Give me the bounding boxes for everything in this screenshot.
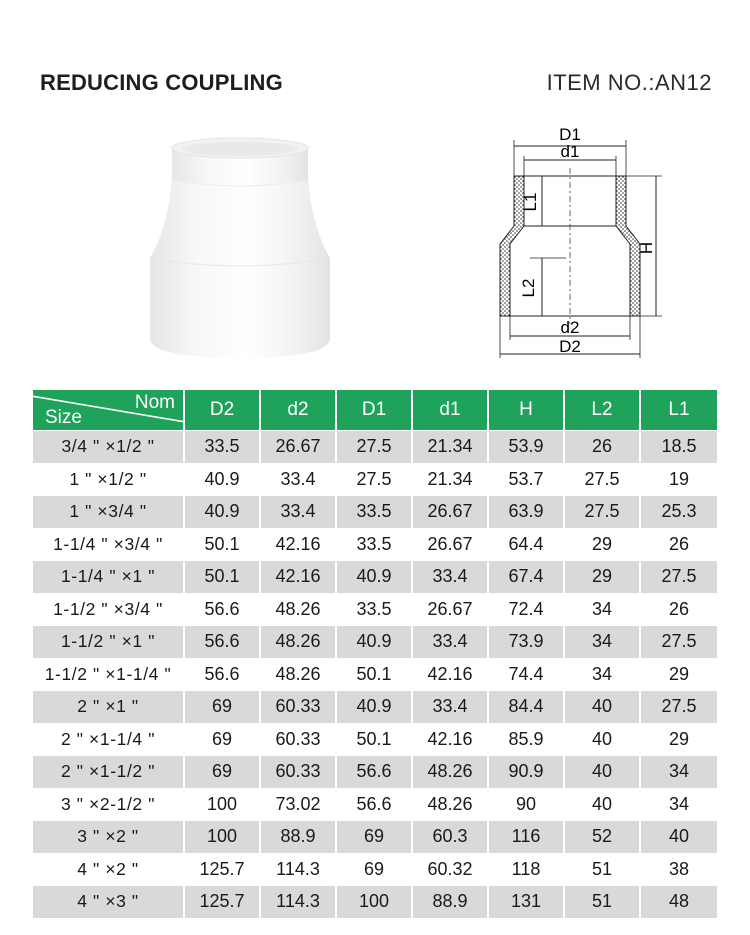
value-cell: 27.5	[565, 463, 641, 496]
value-cell: 50.1	[185, 528, 261, 561]
value-cell: 116	[489, 820, 565, 853]
size-cell: 1 " ×1/2 "	[33, 463, 185, 496]
value-cell: 27.5	[641, 690, 717, 723]
value-cell: 34	[565, 625, 641, 658]
value-cell: 33.4	[261, 463, 337, 496]
table-row	[33, 463, 717, 496]
value-cell: 40	[565, 690, 641, 723]
value-cell: 53.9	[489, 430, 565, 463]
value-cell: 90	[489, 788, 565, 821]
value-cell: 69	[185, 755, 261, 788]
value-cell: 27.5	[641, 625, 717, 658]
value-cell: 50.1	[337, 723, 413, 756]
column-header: L1	[641, 390, 717, 430]
value-cell: 69	[185, 723, 261, 756]
table-row	[33, 430, 717, 463]
value-cell: 125.7	[185, 885, 261, 918]
size-cell: 1-1/4 " ×1 "	[33, 560, 185, 593]
table-row	[33, 625, 717, 658]
value-cell: 33.4	[413, 625, 489, 658]
value-cell: 40	[565, 788, 641, 821]
value-cell: 63.9	[489, 495, 565, 528]
size-cell: 3 " ×2-1/2 "	[33, 788, 185, 821]
value-cell: 88.9	[261, 820, 337, 853]
value-cell: 48	[641, 885, 717, 918]
value-cell: 100	[185, 820, 261, 853]
value-cell: 34	[565, 658, 641, 691]
value-cell: 42.16	[413, 658, 489, 691]
size-cell: 1-1/2 " ×1 "	[33, 625, 185, 658]
value-cell: 53.7	[489, 463, 565, 496]
value-cell: 26.67	[261, 430, 337, 463]
value-cell: 26.67	[413, 495, 489, 528]
size-cell: 1-1/2 " ×3/4 "	[33, 593, 185, 626]
column-header: d1	[413, 390, 489, 430]
value-cell: 29	[565, 560, 641, 593]
page-title: REDUCING COUPLING	[40, 70, 283, 95]
value-cell: 73.9	[489, 625, 565, 658]
value-cell: 48.26	[261, 593, 337, 626]
value-cell: 56.6	[185, 593, 261, 626]
item-number: ITEM NO.:AN12	[546, 70, 712, 95]
value-cell: 33.4	[413, 560, 489, 593]
size-cell: 4 " ×2 "	[33, 853, 185, 886]
spec-table	[33, 390, 717, 918]
value-cell: 56.6	[337, 755, 413, 788]
value-cell: 40	[565, 755, 641, 788]
column-header: D1	[337, 390, 413, 430]
label-L1: L1	[521, 192, 540, 212]
value-cell: 29	[641, 658, 717, 691]
value-cell: 25.3	[641, 495, 717, 528]
value-cell: 26.67	[413, 593, 489, 626]
value-cell: 51	[565, 853, 641, 886]
value-cell: 69	[337, 853, 413, 886]
value-cell: 27.5	[641, 560, 717, 593]
column-header: D2	[185, 390, 261, 430]
value-cell: 18.5	[641, 430, 717, 463]
value-cell: 48.26	[413, 788, 489, 821]
size-cell: 2 " ×1-1/2 "	[33, 755, 185, 788]
label-L2: L2	[519, 278, 538, 298]
value-cell: 131	[489, 885, 565, 918]
value-cell: 60.3	[413, 820, 489, 853]
value-cell: 100	[185, 788, 261, 821]
value-cell: 125.7	[185, 853, 261, 886]
size-cell: 2 " ×1-1/4 "	[33, 723, 185, 756]
value-cell: 100	[337, 885, 413, 918]
table-row	[33, 723, 717, 756]
table-row	[33, 690, 717, 723]
dimension-drawing	[470, 116, 690, 376]
header-corner-cell	[33, 390, 185, 430]
value-cell: 40.9	[185, 495, 261, 528]
label-H: H	[637, 241, 656, 255]
value-cell: 40	[641, 820, 717, 853]
table-row	[33, 885, 717, 918]
value-cell: 33.4	[261, 495, 337, 528]
header-nom-label: Nom	[134, 392, 175, 413]
value-cell: 69	[185, 690, 261, 723]
value-cell: 69	[337, 820, 413, 853]
table-row	[33, 528, 717, 561]
value-cell: 73.02	[261, 788, 337, 821]
label-D2: D2	[559, 337, 581, 356]
value-cell: 42.16	[261, 528, 337, 561]
header-size-label: Size	[45, 407, 82, 428]
column-header: L2	[565, 390, 641, 430]
table-row	[33, 560, 717, 593]
value-cell: 27.5	[337, 463, 413, 496]
product-image	[140, 118, 340, 378]
value-cell: 29	[565, 528, 641, 561]
value-cell: 48.26	[261, 625, 337, 658]
value-cell: 56.6	[185, 658, 261, 691]
table-row	[33, 495, 717, 528]
size-cell: 2 " ×1 "	[33, 690, 185, 723]
value-cell: 85.9	[489, 723, 565, 756]
size-cell: 1 " ×3/4 "	[33, 495, 185, 528]
value-cell: 27.5	[337, 430, 413, 463]
value-cell: 33.5	[337, 528, 413, 561]
value-cell: 33.5	[337, 593, 413, 626]
value-cell: 88.9	[413, 885, 489, 918]
value-cell: 38	[641, 853, 717, 886]
value-cell: 26	[565, 430, 641, 463]
table-row	[33, 593, 717, 626]
value-cell: 90.9	[489, 755, 565, 788]
table-row	[33, 788, 717, 821]
value-cell: 40.9	[337, 690, 413, 723]
value-cell: 114.3	[261, 885, 337, 918]
value-cell: 60.32	[413, 853, 489, 886]
label-d1: d1	[560, 142, 580, 161]
value-cell: 60.33	[261, 755, 337, 788]
value-cell: 33.5	[337, 495, 413, 528]
label-D1: D1	[559, 125, 581, 144]
value-cell: 114.3	[261, 853, 337, 886]
column-header: d2	[261, 390, 337, 430]
table-row	[33, 853, 717, 886]
value-cell: 50.1	[337, 658, 413, 691]
value-cell: 40.9	[337, 560, 413, 593]
size-cell: 1-1/2 " ×1-1/4 "	[33, 658, 185, 691]
size-cell: 1-1/4 " ×3/4 "	[33, 528, 185, 561]
value-cell: 56.6	[185, 625, 261, 658]
value-cell: 21.34	[413, 430, 489, 463]
size-cell: 3/4 " ×1/2 "	[33, 430, 185, 463]
value-cell: 40.9	[185, 463, 261, 496]
value-cell: 42.16	[261, 560, 337, 593]
value-cell: 60.33	[261, 723, 337, 756]
value-cell: 34	[641, 788, 717, 821]
value-cell: 42.16	[413, 723, 489, 756]
table-row	[33, 820, 717, 853]
table-body	[33, 430, 717, 918]
value-cell: 33.5	[185, 430, 261, 463]
value-cell: 34	[565, 593, 641, 626]
value-cell: 74.4	[489, 658, 565, 691]
value-cell: 72.4	[489, 593, 565, 626]
table-header-row	[33, 390, 717, 430]
value-cell: 48.26	[261, 658, 337, 691]
value-cell: 27.5	[565, 495, 641, 528]
value-cell: 118	[489, 853, 565, 886]
value-cell: 26	[641, 528, 717, 561]
value-cell: 26	[641, 593, 717, 626]
value-cell: 84.4	[489, 690, 565, 723]
table-row	[33, 755, 717, 788]
value-cell: 60.33	[261, 690, 337, 723]
value-cell: 33.4	[413, 690, 489, 723]
value-cell: 34	[641, 755, 717, 788]
value-cell: 40	[565, 723, 641, 756]
value-cell: 67.4	[489, 560, 565, 593]
value-cell: 50.1	[185, 560, 261, 593]
value-cell: 51	[565, 885, 641, 918]
value-cell: 21.34	[413, 463, 489, 496]
value-cell: 29	[641, 723, 717, 756]
column-header: H	[489, 390, 565, 430]
value-cell: 64.4	[489, 528, 565, 561]
value-cell: 56.6	[337, 788, 413, 821]
value-cell: 48.26	[413, 755, 489, 788]
value-cell: 26.67	[413, 528, 489, 561]
value-cell: 40.9	[337, 625, 413, 658]
table-row	[33, 658, 717, 691]
size-cell: 3 " ×2 "	[33, 820, 185, 853]
value-cell: 19	[641, 463, 717, 496]
value-cell: 52	[565, 820, 641, 853]
size-cell: 4 " ×3 "	[33, 885, 185, 918]
label-d2: d2	[560, 318, 580, 337]
